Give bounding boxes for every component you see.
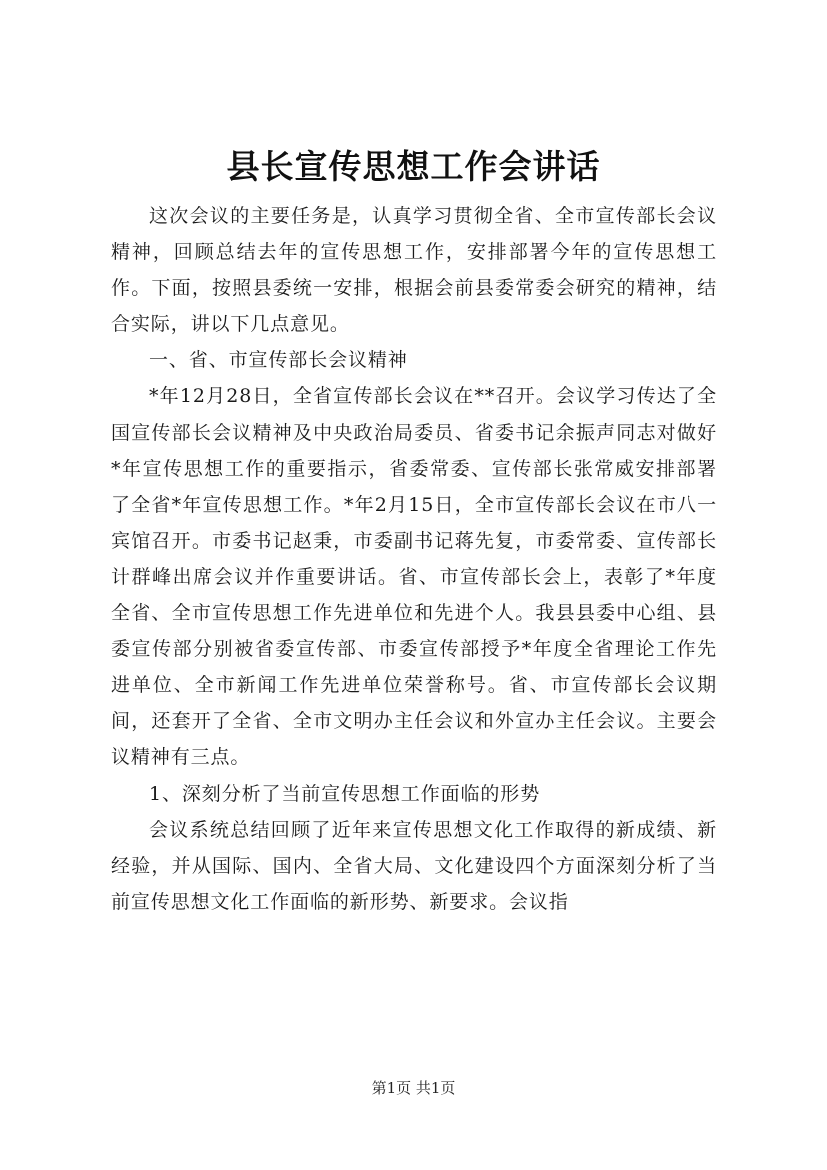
paragraph-intro: 这次会议的主要任务是，认真学习贯彻全省、全市宣传部长会议精神，回顾总结去年的宣传思想工作，安排部署今年的宣传思想工作。下面，按照县委统一安排，根据会前县委常委会研究的精神，结合实际，讲以下几点意见。 [111, 205, 717, 336]
subsection-heading-1: 1、深刻分析了当前宣传思想工作面临的形势 [149, 782, 541, 805]
document-body [111, 198, 717, 920]
page-footer [0, 1078, 827, 1098]
page-number-label: 第1页 共1页 [371, 1079, 456, 1097]
section-heading-1: 一、省、市宣传部长会议精神 [149, 349, 408, 372]
paragraph-analysis: 会议系统总结回顾了近年来宣传思想文化工作取得的新成绩、新经验，并从国际、国内、全省大局、文化建设四个方面深刻分析了当前宣传思想文化工作面临的新形势、新要求。会议指 [111, 818, 717, 913]
paragraph-meeting-summary: *年12月28日，全省宣传部长会议在**召开。会议学习传达了全国宣传部长会议精神及中央政治局委员、省委书记余振声同志对做好*年宣传思想工作的重要指示，省委常委、宣传部长张常威安排部署了全省*年宣传思想工作。*年2月15日，全市宣传部长会议在市八一宾馆召开。市委书记赵秉，市委副书记蒋先复，市委常委、宣传部长计群峰出席会议并作重要讲话。省、市宣传部长会上，表彰了*年度全省、全市宣传思想工作先进单位和先进个人。我县县委中心组、县委宣传部分别被省委宣传部、市委宣传部授予*年度全省理论工作先进单位、全市新闻工作先进单位荣誉称号。省、市宣传部长会议期间，还套开了全省、全市文明办主任会议和外宣办主任会议。主要会议精神有三点。 [111, 385, 717, 769]
document-title: 县长宣传思想工作会讲话 [226, 147, 601, 186]
